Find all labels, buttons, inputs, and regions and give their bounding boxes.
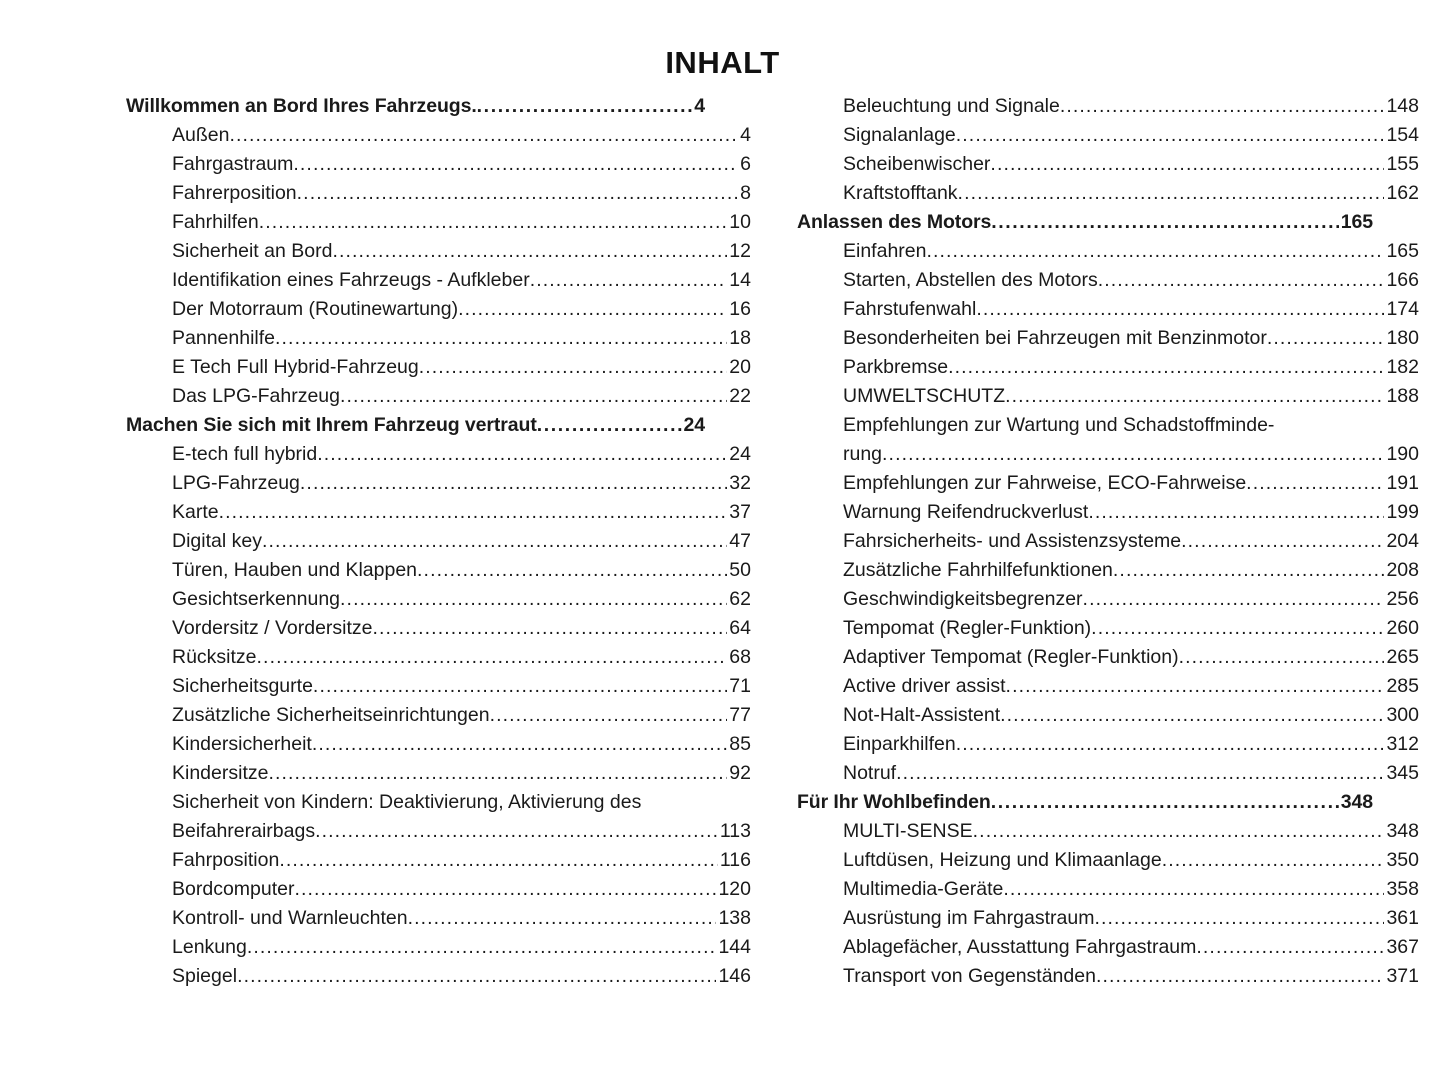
toc-sub-entry[interactable] [126, 469, 751, 498]
page-title: INHALT [665, 44, 780, 80]
toc-entry-label: Karte [172, 501, 219, 523]
toc-entry-label: Machen Sie sich mit Ihrem Fahrzeug vertraut [126, 414, 537, 436]
toc-entry-label: MULTI-SENSE [843, 820, 973, 842]
toc-page-number: 22 [729, 385, 751, 407]
toc-sub-entry[interactable] [126, 295, 751, 324]
toc-sub-entry[interactable] [797, 353, 1419, 382]
toc-entry-label: Fahrhilfen [172, 211, 259, 233]
toc-leader-dots [530, 266, 728, 295]
toc-entry-label: Außen [172, 124, 230, 146]
toc-sub-entry[interactable] [126, 672, 751, 701]
toc-leader-dots [1246, 469, 1384, 498]
toc-page-number: 120 [718, 878, 751, 900]
toc-sub-entry[interactable] [126, 875, 751, 904]
toc-page-number: 204 [1386, 530, 1419, 552]
toc-entry-label: Spiegel [172, 965, 238, 987]
toc-entry-label: Türen, Hauben und Klappen [172, 559, 418, 581]
toc-page-number: 14 [729, 269, 751, 291]
toc-leader-dots [315, 817, 718, 846]
toc-leader-dots [332, 237, 727, 266]
toc-page-number: 85 [729, 733, 751, 755]
toc-leader-dots [317, 440, 727, 469]
toc-sub-entry[interactable] [797, 672, 1419, 701]
toc-leader-dots [956, 121, 1385, 150]
toc-leader-dots [1196, 933, 1384, 962]
toc-sub-entry[interactable] [797, 266, 1419, 295]
toc-sub-entry[interactable] [126, 324, 751, 353]
toc-leader-dots [312, 730, 727, 759]
toc-sub-entry[interactable] [797, 237, 1419, 266]
toc-leader-dots [458, 295, 727, 324]
toc-entry-label: Tempomat (Regler-Funktion) [843, 617, 1092, 639]
toc-sub-entry[interactable] [126, 817, 751, 846]
toc-leader-dots [1179, 643, 1385, 672]
toc-page-number: 4 [740, 124, 751, 146]
toc-page-number: 345 [1386, 762, 1419, 784]
toc-page-number: 24 [683, 414, 705, 436]
toc-leader-dots [340, 585, 727, 614]
toc-column-right [722, 92, 1445, 991]
toc-page-number: 256 [1386, 588, 1419, 610]
toc-columns [0, 92, 1445, 991]
toc-entry-label: Scheibenwischer [843, 153, 991, 175]
toc-leader-dots [300, 469, 727, 498]
toc-section-entry[interactable] [797, 788, 1373, 817]
toc-leader-dots [237, 962, 716, 991]
toc-sub-entry[interactable] [126, 643, 751, 672]
toc-sub-entry[interactable] [797, 150, 1419, 179]
toc-sub-entry[interactable] [797, 817, 1419, 846]
toc-leader-dots [293, 150, 738, 179]
toc-sub-entry[interactable] [126, 846, 751, 875]
toc-section-entry[interactable] [797, 208, 1373, 237]
toc-leader-dots [259, 208, 728, 237]
toc-leader-dots [1003, 875, 1384, 904]
toc-page-number: 188 [1386, 385, 1419, 407]
toc-page-number: 12 [729, 240, 751, 262]
toc-page-number: 165 [1386, 240, 1419, 262]
toc-entry-label: E Tech Full Hybrid-Fahrzeug [172, 356, 419, 378]
toc-page-number: 361 [1386, 907, 1419, 929]
toc-sub-entry[interactable] [797, 701, 1419, 730]
toc-page-number: 144 [718, 936, 751, 958]
toc-entry-label: Sicherheitsgurte [172, 675, 313, 697]
toc-leader-dots [279, 846, 718, 875]
toc-leader-dots [247, 933, 717, 962]
toc-page-number: 4 [694, 95, 705, 117]
toc-entry-label: Signalanlage [843, 124, 956, 146]
toc-sub-entry[interactable] [126, 527, 751, 556]
toc-sub-entry[interactable] [126, 353, 751, 382]
toc-entry-label: Empfehlungen zur Wartung und Schadstoffminde- [843, 414, 1275, 436]
toc-page-number: 155 [1386, 153, 1419, 175]
toc-leader-dots [417, 556, 727, 585]
toc-entry-label: Besonderheiten bei Fahrzeugen mit Benzinmotor [843, 327, 1267, 349]
toc-leader-dots [490, 701, 728, 730]
toc-sub-entry[interactable] [797, 469, 1419, 498]
toc-page-number: 180 [1386, 327, 1419, 349]
toc-leader-dots [958, 179, 1385, 208]
toc-page-number: 20 [729, 356, 751, 378]
toc-page-number: 358 [1386, 878, 1419, 900]
toc-page-number: 62 [729, 588, 751, 610]
toc-sub-entry[interactable] [797, 556, 1419, 585]
toc-page-number: 10 [729, 211, 751, 233]
toc-entry-label: Not-Halt-Assistent [843, 704, 1001, 726]
toc-page-number: 371 [1386, 965, 1419, 987]
toc-page-number: 154 [1386, 124, 1419, 146]
toc-sub-entry[interactable] [797, 904, 1419, 933]
toc-page-number: 16 [729, 298, 751, 320]
toc-entry-label: Starten, Abstellen des Motors [843, 269, 1098, 291]
toc-leader-dots [340, 382, 727, 411]
toc-leader-dots [1162, 846, 1385, 875]
toc-sub-entry[interactable] [797, 759, 1419, 788]
toc-sub-entry[interactable] [797, 614, 1419, 643]
toc-page-number: 71 [729, 675, 751, 697]
toc-entry-label: Willkommen an Bord Ihres Fahrzeugs. [126, 95, 477, 117]
toc-entry-label: E-tech full hybrid [172, 443, 318, 465]
toc-sub-entry[interactable] [126, 208, 751, 237]
toc-page-number: 208 [1386, 559, 1419, 581]
toc-leader-dots [973, 817, 1385, 846]
toc-leader-dots [313, 672, 727, 701]
toc-leader-dots [926, 237, 1384, 266]
toc-entry-label: Luftdüsen, Heizung und Klimaanlage [843, 849, 1162, 871]
toc-leader-dots [373, 614, 728, 643]
toc-sub-entry[interactable] [797, 962, 1419, 991]
toc-entry-label: Fahrposition [172, 849, 280, 871]
toc-page-number: 8 [740, 182, 751, 204]
toc-leader-dots [991, 208, 1339, 237]
toc-column-left [0, 92, 751, 991]
toc-sub-entry[interactable] [126, 730, 751, 759]
toc-page-number: 77 [729, 704, 751, 726]
toc-entry-label: Ablagefächer, Ausstattung Fahrgastraum [843, 936, 1197, 958]
toc-leader-dots [297, 179, 738, 208]
toc-entry-label: Vordersitz / Vordersitze [172, 617, 373, 639]
toc-leader-dots [1083, 585, 1385, 614]
toc-sub-entry[interactable] [126, 614, 751, 643]
toc-entry-label: Kindersicherheit [172, 733, 312, 755]
toc-entry-label: Fahrsicherheits- und Assistenzsysteme [843, 530, 1182, 552]
toc-leader-dots [976, 295, 1384, 324]
toc-entry-label: Identifikation eines Fahrzeugs - Aufkleber [172, 269, 530, 291]
toc-entry-label: Warnung Reifendruckverlust [843, 501, 1089, 523]
toc-leader-dots [1006, 672, 1385, 701]
toc-leader-dots [537, 411, 682, 440]
toc-entry-label: Sicherheit von Kindern: Deaktivierung, Aktivierung des [172, 791, 642, 813]
toc-leader-dots [1096, 962, 1385, 991]
toc-entry-label: Anlassen des Motors [797, 211, 992, 233]
toc-leader-dots [948, 353, 1384, 382]
toc-page-number: 32 [729, 472, 751, 494]
toc-leader-dots [956, 730, 1385, 759]
toc-leader-dots [275, 324, 727, 353]
toc-sub-entry[interactable] [126, 556, 751, 585]
toc-sub-entry[interactable] [797, 643, 1419, 672]
toc-leader-dots [1005, 382, 1384, 411]
toc-sub-entry[interactable] [797, 324, 1419, 353]
toc-entry-label: Notruf [843, 762, 897, 784]
toc-leader-dots [882, 440, 1384, 469]
toc-page-number: 265 [1386, 646, 1419, 668]
toc-page-number: 6 [740, 153, 751, 175]
toc-page-number: 50 [729, 559, 751, 581]
toc-page-number: 174 [1386, 298, 1419, 320]
toc-entry-label: Multimedia-Geräte [843, 878, 1004, 900]
toc-leader-dots [1000, 701, 1384, 730]
toc-entry-label: Geschwindigkeitsbegrenzer [843, 588, 1083, 610]
toc-entry-label: Adaptiver Tempomat (Regler-Funktion) [843, 646, 1179, 668]
toc-entry-label: Beifahrerairbags [172, 820, 316, 842]
toc-sub-entry[interactable] [126, 585, 751, 614]
toc-sub-entry[interactable] [797, 295, 1419, 324]
toc-sub-entry[interactable] [126, 759, 751, 788]
toc-entry-label: Parkbremse [843, 356, 949, 378]
toc-page-number: 68 [729, 646, 751, 668]
toc-page-number: 182 [1386, 356, 1419, 378]
toc-entry-label: Für Ihr Wohlbefinden [797, 791, 991, 813]
toc-leader-dots [896, 759, 1384, 788]
toc-section-entry[interactable] [126, 411, 705, 440]
toc-page-number: 162 [1386, 182, 1419, 204]
toc-leader-dots [262, 527, 727, 556]
toc-page-number: 64 [729, 617, 751, 639]
toc-page-number: 148 [1386, 95, 1419, 117]
toc-leader-dots [1088, 498, 1384, 527]
toc-entry-label: Fahrstufenwahl [843, 298, 977, 320]
toc-page-number: 191 [1386, 472, 1419, 494]
toc-leader-dots [1267, 324, 1385, 353]
toc-entry-label: Einfahren [843, 240, 927, 262]
toc-sub-entry[interactable] [797, 730, 1419, 759]
toc-sub-entry[interactable] [797, 179, 1419, 208]
toc-leader-dots [419, 353, 728, 382]
toc-page-number: 146 [718, 965, 751, 987]
toc-entry-label: Bordcomputer [172, 878, 295, 900]
toc-entry-label: Empfehlungen zur Fahrweise, ECO-Fahrweise [843, 472, 1247, 494]
toc-sub-entry[interactable] [797, 933, 1419, 962]
toc-entry-label: Sicherheit an Bord [172, 240, 333, 262]
toc-page-number: 47 [729, 530, 751, 552]
toc-entry-label: Einparkhilfen [843, 733, 956, 755]
toc-leader-dots [294, 875, 716, 904]
toc-leader-dots [229, 121, 738, 150]
toc-entry-label: Fahrerposition [172, 182, 297, 204]
toc-sub-entry[interactable] [126, 498, 751, 527]
toc-sub-entry[interactable] [797, 411, 1419, 440]
toc-entry-label: rung [843, 443, 883, 465]
toc-section-entry[interactable] [126, 92, 705, 121]
toc-entry-label: Digital key [172, 530, 262, 552]
toc-entry-label: Kindersitze [172, 762, 269, 784]
toc-sub-entry[interactable] [797, 440, 1419, 469]
toc-entry-label: Fahrgastraum [172, 153, 294, 175]
toc-page-number: 312 [1386, 733, 1419, 755]
toc-leader-dots [1094, 904, 1384, 933]
toc-sub-entry[interactable] [797, 527, 1419, 556]
toc-page-number: 116 [719, 849, 751, 871]
toc-leader-dots [1098, 266, 1385, 295]
toc-sub-entry[interactable] [126, 382, 751, 411]
toc-entry-label: Lenkung [172, 936, 247, 958]
toc-leader-dots [268, 759, 727, 788]
toc-entry-label: Zusätzliche Sicherheitseinrichtungen [172, 704, 490, 726]
toc-sub-entry[interactable] [797, 585, 1419, 614]
toc-entry-label: Beleuchtung und Signale [843, 95, 1060, 117]
toc-leader-dots [1113, 556, 1385, 585]
toc-sub-entry[interactable] [797, 498, 1419, 527]
toc-page-number: 199 [1386, 501, 1419, 523]
toc-page-number: 260 [1386, 617, 1419, 639]
toc-sub-entry[interactable] [126, 121, 751, 150]
toc-page-number: 165 [1340, 211, 1373, 233]
toc-sub-entry[interactable] [797, 875, 1419, 904]
toc-sub-entry[interactable] [126, 150, 751, 179]
toc-leader-dots [219, 498, 728, 527]
toc-leader-dots [990, 150, 1384, 179]
toc-page-number: 350 [1386, 849, 1419, 871]
toc-page-number: 190 [1386, 443, 1419, 465]
toc-page-number: 138 [718, 907, 751, 929]
toc-leader-dots [1181, 527, 1384, 556]
toc-sub-entry[interactable] [126, 933, 751, 962]
toc-page-number: 348 [1340, 791, 1373, 813]
toc-sub-entry[interactable] [126, 440, 751, 469]
toc-entry-label: Gesichtserkennung [172, 588, 341, 610]
toc-entry-label: Ausrüstung im Fahrgastraum [843, 907, 1095, 929]
toc-page-number: 92 [729, 762, 751, 784]
toc-sub-entry[interactable] [126, 788, 751, 817]
toc-leader-dots [1091, 614, 1384, 643]
toc-entry-label: Active driver assist [843, 675, 1006, 697]
toc-entry-label: LPG-Fahrzeug [172, 472, 300, 494]
toc-entry-label: Pannenhilfe [172, 327, 276, 349]
toc-page-number: 285 [1386, 675, 1419, 697]
toc-page-number: 18 [729, 327, 751, 349]
toc-page-number: 300 [1386, 704, 1419, 726]
toc-leader-dots [1060, 92, 1385, 121]
toc-sub-entry[interactable] [126, 266, 751, 295]
toc-entry-label: UMWELTSCHUTZ [843, 385, 1006, 407]
toc-page-number: 24 [729, 443, 751, 465]
toc-sub-entry[interactable] [126, 904, 751, 933]
toc-sub-entry[interactable] [126, 237, 751, 266]
toc-page-number: 37 [729, 501, 751, 523]
toc-sub-entry[interactable] [126, 179, 751, 208]
toc-entry-label: Transport von Gegenständen [843, 965, 1096, 987]
toc-leader-dots [477, 92, 693, 121]
toc-entry-label: Zusätzliche Fahrhilfefunktionen [843, 559, 1113, 581]
toc-leader-dots [991, 788, 1339, 817]
toc-sub-entry[interactable] [797, 382, 1419, 411]
toc-entry-label: Kontroll- und Warnleuchten [172, 907, 408, 929]
toc-leader-dots [408, 904, 717, 933]
toc-sub-entry[interactable] [797, 846, 1419, 875]
toc-sub-entry[interactable] [797, 121, 1419, 150]
toc-sub-entry[interactable] [126, 962, 751, 991]
toc-leader-dots [257, 643, 728, 672]
toc-entry-label: Kraftstofftank [843, 182, 958, 204]
toc-page-number: 113 [719, 820, 751, 842]
toc-sub-entry[interactable] [126, 701, 751, 730]
toc-page-number: 367 [1386, 936, 1419, 958]
toc-page-number: 166 [1386, 269, 1419, 291]
toc-entry-label: Rücksitze [172, 646, 257, 668]
toc-page-number: 348 [1386, 820, 1419, 842]
toc-sub-entry[interactable] [797, 92, 1419, 121]
toc-entry-label: Der Motorraum (Routinewartung) [172, 298, 459, 320]
toc-entry-label: Das LPG-Fahrzeug [172, 385, 340, 407]
